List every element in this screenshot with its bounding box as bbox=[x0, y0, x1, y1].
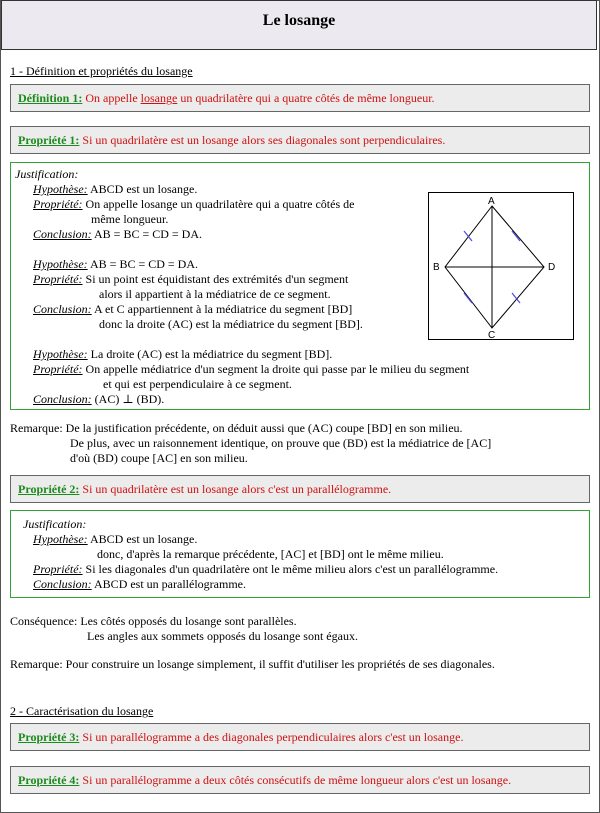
justification-2-heading: Justification: bbox=[23, 517, 87, 531]
vertex-c-label: C bbox=[488, 330, 496, 340]
block2-property-cont: alors il appartient à la médiatrice de ce segment. bbox=[99, 287, 331, 301]
definition-1-keyword: losange bbox=[140, 91, 178, 105]
propriete-2-text: Si un quadrilatère est un losange alors c'est un parallélogramme. bbox=[82, 482, 392, 496]
definition-1-label: Définition 1: bbox=[18, 91, 83, 105]
definition-1-box bbox=[10, 84, 590, 112]
rhombus-figure bbox=[428, 192, 574, 340]
block2-conclusion: Conclusion: A et C appartiennent à la médiatrice du segment [BD] bbox=[33, 302, 353, 316]
propriete-1-label: Propriété 1: bbox=[18, 133, 80, 147]
propriete-3-box bbox=[10, 723, 590, 751]
block1-conclusion: Conclusion: AB = BC = CD = DA. bbox=[33, 227, 202, 241]
j2-property: Propriété: Si les diagonales d'un quadrilatère ont le même milieu alors c'est un parallélogramme. bbox=[33, 562, 499, 576]
propriete-4-box bbox=[10, 766, 590, 794]
consequence-line1: Conséquence: Les côtés opposés du losange sont parallèles. bbox=[10, 614, 297, 628]
propriete-2-box bbox=[10, 475, 590, 503]
propriete-4-label: Propriété 4: bbox=[18, 773, 80, 787]
propriete-3-label: Propriété 3: bbox=[18, 730, 80, 744]
block2-property: Propriété: Si un point est équidistant des extrémités d'un segment bbox=[33, 272, 349, 286]
block3-hypothesis: Hypothèse: La droite (AC) est la médiatrice du segment [BD]. bbox=[33, 347, 333, 361]
vertex-a-label: A bbox=[488, 196, 495, 207]
justification-1-heading: Justification: bbox=[15, 167, 79, 181]
block3-property: Propriété: On appelle médiatrice d'un segment la droite qui passe par le milieu du segment bbox=[33, 362, 470, 376]
block3-conclusion: Conclusion: (AC) ⊥ (BD). bbox=[33, 392, 165, 406]
block1-property-cont: même longueur. bbox=[91, 212, 169, 226]
block1-property: Propriété: On appelle losange un quadrilatère qui a quatre côtés de bbox=[33, 197, 355, 211]
justification-1-box bbox=[10, 162, 590, 410]
section-1-heading: 1 - Définition et propriétés du losange bbox=[10, 64, 193, 78]
justification-2-box bbox=[10, 510, 590, 598]
propriete-1-text: Si un quadrilatère est un losange alors ses diagonales sont perpendiculaires. bbox=[82, 133, 446, 147]
remarque-1-line2: De plus, avec un raisonnement identique, on prouve que (BD) est la médiatrice de [AC] bbox=[70, 436, 492, 450]
block3-property-cont: et qui est perpendiculaire à ce segment. bbox=[103, 377, 292, 391]
j2-conclusion: Conclusion: ABCD est un parallélogramme. bbox=[33, 577, 246, 591]
block2-conclusion-cont: donc la droite (AC) est la médiatrice du segment [BD]. bbox=[99, 317, 363, 331]
remarque-1-line3: d'où (BD) coupe [AC] en son milieu. bbox=[70, 451, 248, 465]
propriete-3-text: Si un parallélogramme a des diagonales perpendiculaires alors c'est un losange. bbox=[82, 730, 464, 744]
block1-hypothesis: Hypothèse: ABCD est un losange. bbox=[33, 182, 198, 196]
vertex-d-label: D bbox=[548, 262, 556, 273]
j2-hypothesis: Hypothèse: ABCD est un losange. bbox=[33, 532, 198, 546]
page-title: Le losange bbox=[1, 0, 597, 50]
j2-hypothesis-cont: donc, d'après la remarque précédente, [AC] et [BD] ont le même milieu. bbox=[97, 547, 444, 561]
definition-1-text-before: On appelle bbox=[85, 91, 138, 105]
propriete-2-label: Propriété 2: bbox=[18, 482, 80, 496]
consequence-line2: Les angles aux sommets opposés du losange sont égaux. bbox=[87, 629, 358, 643]
section-2-heading: 2 - Caractérisation du losange bbox=[10, 704, 154, 718]
propriete-4-text: Si un parallélogramme a deux côtés consécutifs de même longueur alors c'est un losange. bbox=[82, 773, 512, 787]
propriete-1-box bbox=[10, 126, 590, 154]
remarque-1-line1: Remarque: De la justification précédente, on déduit aussi que (AC) coupe [BD] en son milieu. bbox=[10, 421, 463, 435]
vertex-b-label: B bbox=[433, 262, 440, 273]
block2-hypothesis: Hypothèse: AB = BC = CD = DA. bbox=[33, 257, 198, 271]
remarque-2: Remarque: Pour construire un losange simplement, il suffit d'utiliser les propriétés de ses diagonales. bbox=[10, 657, 495, 671]
definition-1-text-after: un quadrilatère qui a quatre côtés de même longueur. bbox=[180, 91, 435, 105]
